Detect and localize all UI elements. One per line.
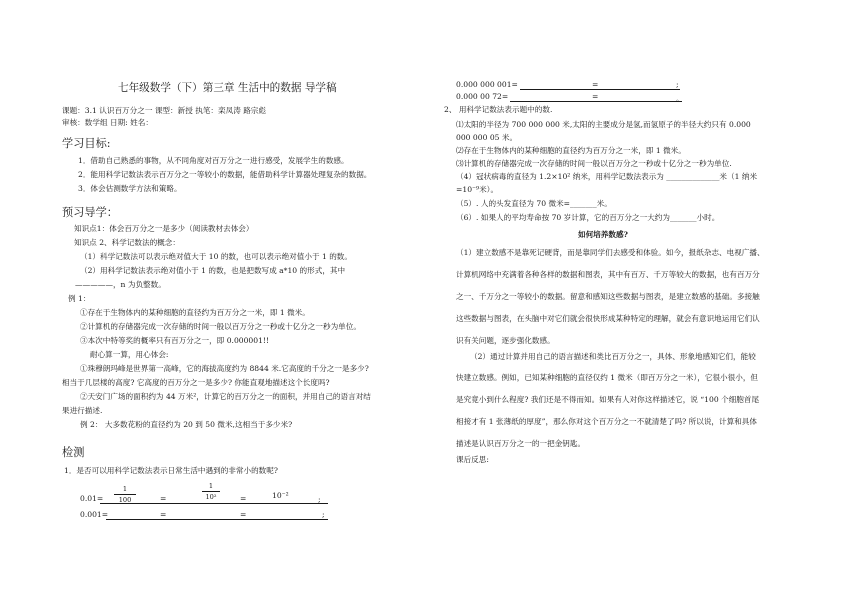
equals-sign: = <box>240 494 247 503</box>
row2-label: 0.001= <box>80 510 109 519</box>
preview-line: 知识点 2、科学记数法的概念： <box>74 238 180 247</box>
preview-line: （1）科学记数法可以表示绝对值大于 10 的数，也可以表示绝对值小于 1 的数。 <box>80 252 352 261</box>
row-end: 。 <box>676 94 684 103</box>
sense-paragraph-line: （1）建立数感不是靠死记硬背，而是靠同学们去感受和体验。如今，报纸杂志、电视广播、 <box>456 248 765 257</box>
question-2-item: ⑶计算机的存储器完成一次存储的时间一般以百万分之一秒或十亿分之一秒为单位. <box>456 159 732 168</box>
sense-paragraph-line: 是究竟小到什么程度? 我们还是不得而知。如果有人对你这样描述它，说 “100 个细胞首尾 <box>456 395 760 404</box>
preview-heading: 预习导学： <box>62 206 118 219</box>
question-2-item: 000 000 05 米。 <box>456 133 518 142</box>
row-end: ; <box>318 495 321 504</box>
right-row1-label: 0.000 000 001= <box>456 80 518 89</box>
preview-line: ③本次中特等奖的概率只有百万分之一，即 0.000001!! <box>80 336 270 345</box>
equals-sign: = <box>592 92 599 101</box>
sense-paragraph-line: 之一、千万分之一等较小的数据。留意和感知这些数据与图表，是建立数感的基础。多接触 <box>456 292 760 301</box>
question-2-item: ⑴太阳的半径为 700 000 000 米,太阳的主要成分是氢,而氢原子的半径大约只有 0.000 <box>456 120 751 129</box>
sense-paragraph-line: 这些数据与图表，在头脑中对它们就会很快形成某种特定的理解，就会有意识地运用它们认 <box>456 314 760 323</box>
preview-line: —————，n 为负整数。 <box>75 280 166 289</box>
equals-sign: = <box>160 510 167 519</box>
goal-item: 1．借助自己熟悉的事物，从不同角度对百万分之一进行感受，发展学生的数感。 <box>78 156 349 165</box>
page-title: 七年级数学（下）第三章 生活中的数据 导学稿 <box>118 82 337 94</box>
check-question-1: 1．是否可以用科学记数法表示日常生活中遇到的非常小的数呢? <box>64 466 278 475</box>
goal-item: 3．体会估测数学方法和策略。 <box>78 184 182 193</box>
sense-heading: 如何培养数感? <box>578 230 629 239</box>
answer-line <box>520 89 680 90</box>
check-heading: 检测 <box>62 446 85 459</box>
equals-sign: = <box>240 510 247 519</box>
row-end: ; <box>322 510 325 519</box>
question-2-item: （6）. 如果人的平均寿命按 70 岁计算，它的百万分之一大约为_______小时。 <box>456 213 720 222</box>
sense-paragraph-line: 描述是认识百万分之一的一把金钥匙。 <box>456 439 586 448</box>
equals-sign: = <box>160 494 167 503</box>
equals-sign: = <box>592 80 599 89</box>
sense-paragraph-line: 相接才有 1 张薄纸的厚度”，那么你对这个百万分之一不就清楚了吗? 所以说，计算和具体 <box>456 417 757 426</box>
goal-item: 2．能用科学记数法表示百万分之一等较小的数据，能借助科学计算器处理复杂的数据。 <box>78 170 372 179</box>
example-1-label: 例 1： <box>68 294 91 303</box>
after-class-reflection: 课后反思: <box>456 455 489 464</box>
preview-line: ①珠穆朗玛峰是世界第一高峰，它的海拔高度约为 8844 米.它高度的千分之一是多少? <box>80 364 369 373</box>
sense-paragraph-line: 识有关问题，逐步强化数感。 <box>456 336 555 345</box>
preview-line: （2）用科学记数法表示绝对值小于 1 的数，也是把数写成 a*10 的形式，其中 <box>80 266 346 275</box>
fraction-1-over-10-squared: 1 10² <box>202 482 220 501</box>
sense-paragraph-line: （2）通过计算并用自己的语言描述和类比百万分之一，具体、形象地感知它们，能较 <box>470 352 756 361</box>
lesson-meta-line-1: 课题：3.1 认识百万分之一 课型：新授 执笔：栾凤涛 路宗彪 <box>62 106 266 115</box>
sense-paragraph-line: 快建立数感。例如，已知某种细胞的直径仅约 1 微米（即百万分之一米），它很小很小，但 <box>456 373 759 382</box>
preview-line: ②天安门广场的面积约为 44 万米²，计算它的百万分之一的面积，并用自己的语言对结 <box>80 392 371 401</box>
preview-line: 知识点1：体会百万分之一是多少（阅读教材去体会） <box>74 224 254 233</box>
row1-label: 0.01= <box>80 494 104 503</box>
preview-line: ②计算机的存储器完成一次存储的时间一般以百万分之一秒或十亿分之一秒为单位。 <box>80 322 361 331</box>
question-2-item: （5）. 人的头发直径为 70 微米=_______米。 <box>456 199 612 208</box>
preview-line: ①存在于生物体内的某种细胞的直径约为百万分之一米，即 1 微米。 <box>80 308 310 317</box>
question-2-item: ⑵存在于生物体内的某种细胞的直径约为百万分之一米，即 1 微米。 <box>456 146 686 155</box>
preview-line: 果进行描述. <box>62 406 103 415</box>
lesson-meta-line-2: 审核：数学组 日期: 姓名： <box>62 118 153 127</box>
fraction-1-over-100: 1 100 <box>114 485 136 504</box>
preview-line: 耐心算一算，用心体会: <box>90 350 169 359</box>
row-end: ; <box>676 80 679 89</box>
goals-heading: 学习目标: <box>62 137 111 150</box>
power-of-ten-value: 10⁻² <box>272 491 289 500</box>
preview-line: 相当于几层楼的高度? 它高度的百万分之一是多少? 你能直观地描述这个长度吗? <box>62 378 330 387</box>
question-2: 2、 用科学记数法表示题中的数. <box>444 105 553 114</box>
question-2-item: （4）冠状病毒的直径为 1.2×10² 纳米，用科学记数法表示为 ______________米（1 纳米 <box>456 172 758 181</box>
right-row2-label: 0.000 00 72= <box>456 92 509 101</box>
answer-line <box>106 519 328 520</box>
example-2: 例 2： 大多数花粉的直径约为 20 到 50 微米,这相当于多少米? <box>80 420 293 429</box>
sense-paragraph-line: 计算机网络中充满着各种各样的数据和图表，其中有百万、千万等较大的数据，也有百万分 <box>456 270 760 279</box>
question-2-item: =10⁻⁹米）。 <box>456 185 499 194</box>
